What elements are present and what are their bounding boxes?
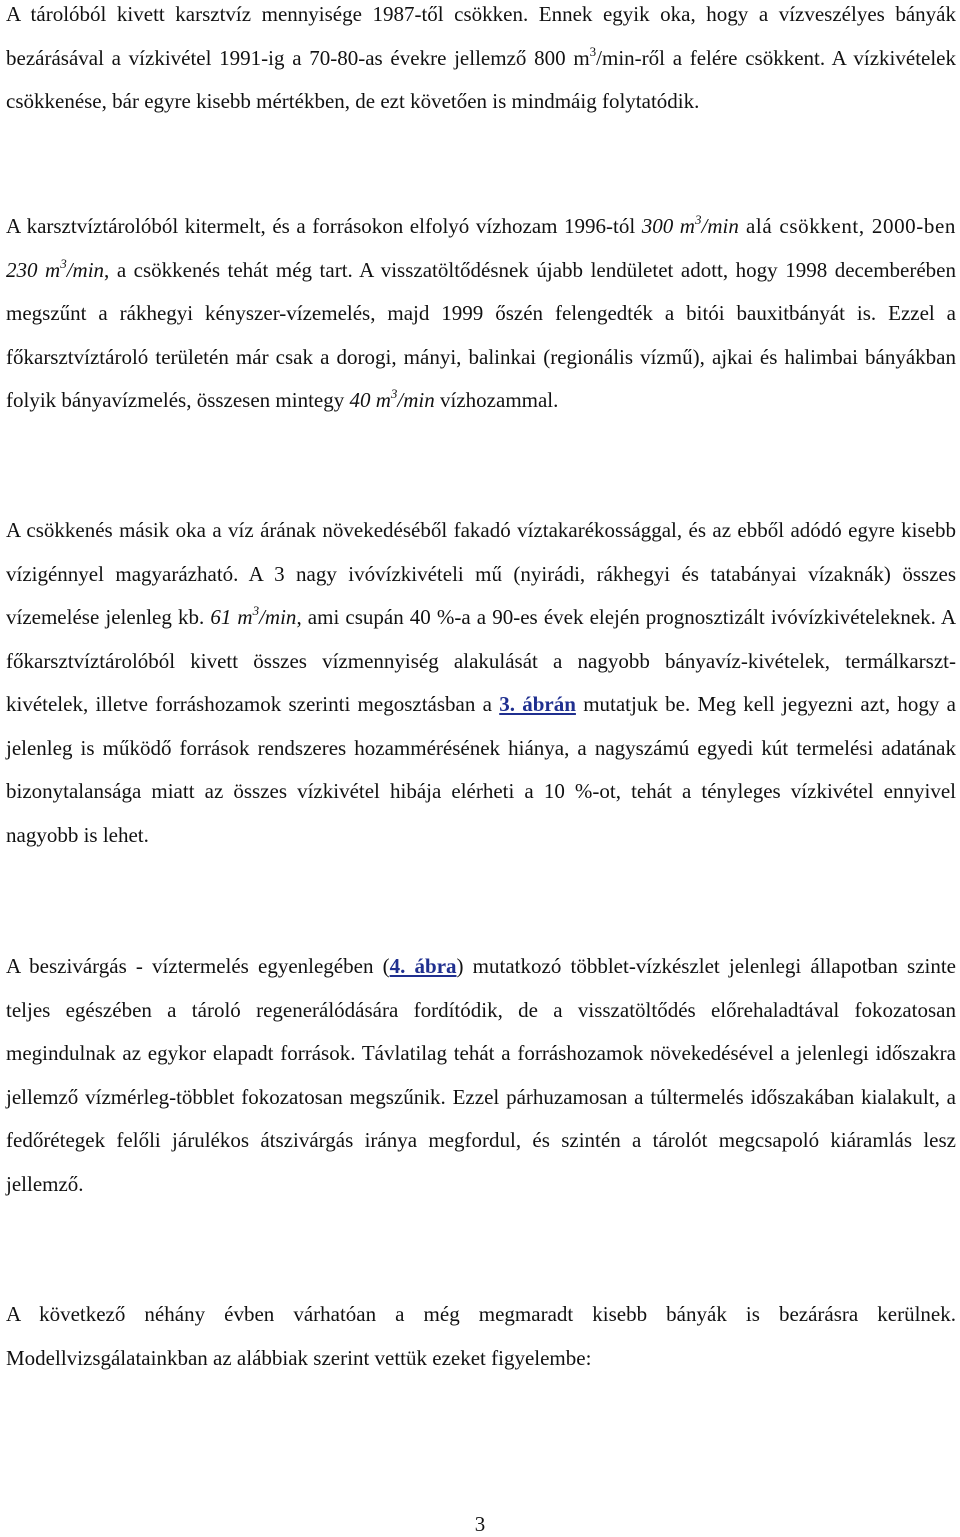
text-segment: A következő néhány évben várhatóan a még megmaradt kisebb bányák is bezárásra kerülnek. Modellvizsgálatainkban az alábbiak szerint vettük ezeket figyelembe: xyxy=(6,1302,956,1370)
text-segment: A karsztvíztárolóból kitermelt, és a forrásokon elfolyó vízhozam 1996-tól xyxy=(6,214,642,238)
text-segment: A csökkenés másik oka a víz árának növekedéséből fakadó víztakarékossággal, és az ebből adódó egyre kisebb vízigénnyel magyarázható. A 3 nagy ivóvízkivételi mű (nyirádi, rákhegyi és tatabányai vízaknák) összes vízemelése jelenleg kb. xyxy=(6,518,956,629)
superscript: 3 xyxy=(390,386,398,401)
unit-text: /min xyxy=(397,388,435,412)
value-drinking-water: 61 m xyxy=(210,605,253,629)
paragraph-water-saving xyxy=(6,509,956,857)
figure-3-link[interactable]: 3. ábrán xyxy=(499,692,576,716)
text-segment: mutatjuk be. Meg kell jegyezni azt, hogy a jelenleg is működő források rendszeres hozammérésének hiánya, a nagyszámú egyedi kút termelési adatának bizonytalansága miatt az összes vízkivétel hibája elérheti a 10 %-ot, tehát a tényleges vízkivétel ennyivel nagyobb is lehet. xyxy=(6,692,956,847)
text-segment: A beszivárgás - víztermelés egyenlegében ( xyxy=(6,954,390,978)
paragraph-water-yield xyxy=(6,205,956,423)
text-segment: /min-ről a felére csökkent. A vízkivételek csökkenése, bár egyre kisebb mértékben, de ezt követően is mindmáig folytatódik. xyxy=(6,45,957,113)
unit-text: /min xyxy=(701,214,739,238)
paragraph-karst-water-decline xyxy=(6,0,956,124)
paragraph-model-assumptions xyxy=(6,1293,956,1380)
text-segment: alá csökkent, 2000-ben xyxy=(738,214,956,238)
text-segment: vízhozammal. xyxy=(434,388,559,412)
text-segment: ) mutatkozó többlet-vízkészlet jelenlegi állapotban szinte teljes egészében a tároló regenerálódására fordítódik, de a visszatöltődés előrehaladtával fokozatosan megindulnak az egykor elapadt források. Távlatilag tehát a forráshozamok növekedésével a jelenlegi időszakra jellemző vízmérleg-többlet fokozatosan megszűnik. Ezzel párhuzamosan a túltermelés időszakában kialakult, a fedőrétegek felőli járulékos átszivárgás iránya megfordul, és szintén a tárolót megcsapoló kiáramlás lesz jellemző. xyxy=(6,954,957,1196)
superscript: 3 xyxy=(694,212,702,227)
page-number: 3 xyxy=(474,1512,486,1536)
unit-text: /min xyxy=(66,257,105,282)
figure-4-link[interactable]: 4. ábra xyxy=(389,954,457,978)
unit-text: /min xyxy=(259,605,297,629)
text-segment: A tárolóból kivett karsztvíz mennyisége 1987-től csökken. Ennek egyik oka, hogy a vízveszélyes bányák bezárásával a vízkivétel 1991-ig a 70-80-as évekre jellemző 800 m xyxy=(6,2,956,70)
superscript: 3 xyxy=(60,255,67,271)
text-segment: , ami csupán 40 %-a a 90-es évek elején prognosztizált ivóvízkivételeknek. A főkarsztvíztárolóból kivett összes vízmennyiség alakulását a nagyobb bányavíz-kivételek, termálkarszt-kivételek, illetve forráshozamok szerinti megosztásban a xyxy=(6,605,957,716)
value-2000: 230 m xyxy=(6,257,61,282)
value-current: 40 m xyxy=(349,388,391,412)
value-1996: 300 m xyxy=(641,214,695,238)
paragraph-water-balance xyxy=(6,945,956,1206)
superscript: 3 xyxy=(589,43,597,59)
text-segment: , a csökkenés tehát még tart. A visszatöltődésnek újabb lendületet adott, hogy 1998 decemberében megszűnt a rákhegyi kényszer-vízemelés, majd 1999 őszén felengedték a bitói bauxitbányát is. Ezzel a főkarsztvíztároló területén már csak a dorogi, mányi, balinkai (regionális vízmű), ajkai és halimbai bányákban folyik bányavízmelés, összesen mintegy xyxy=(6,257,956,412)
superscript: 3 xyxy=(252,603,260,618)
